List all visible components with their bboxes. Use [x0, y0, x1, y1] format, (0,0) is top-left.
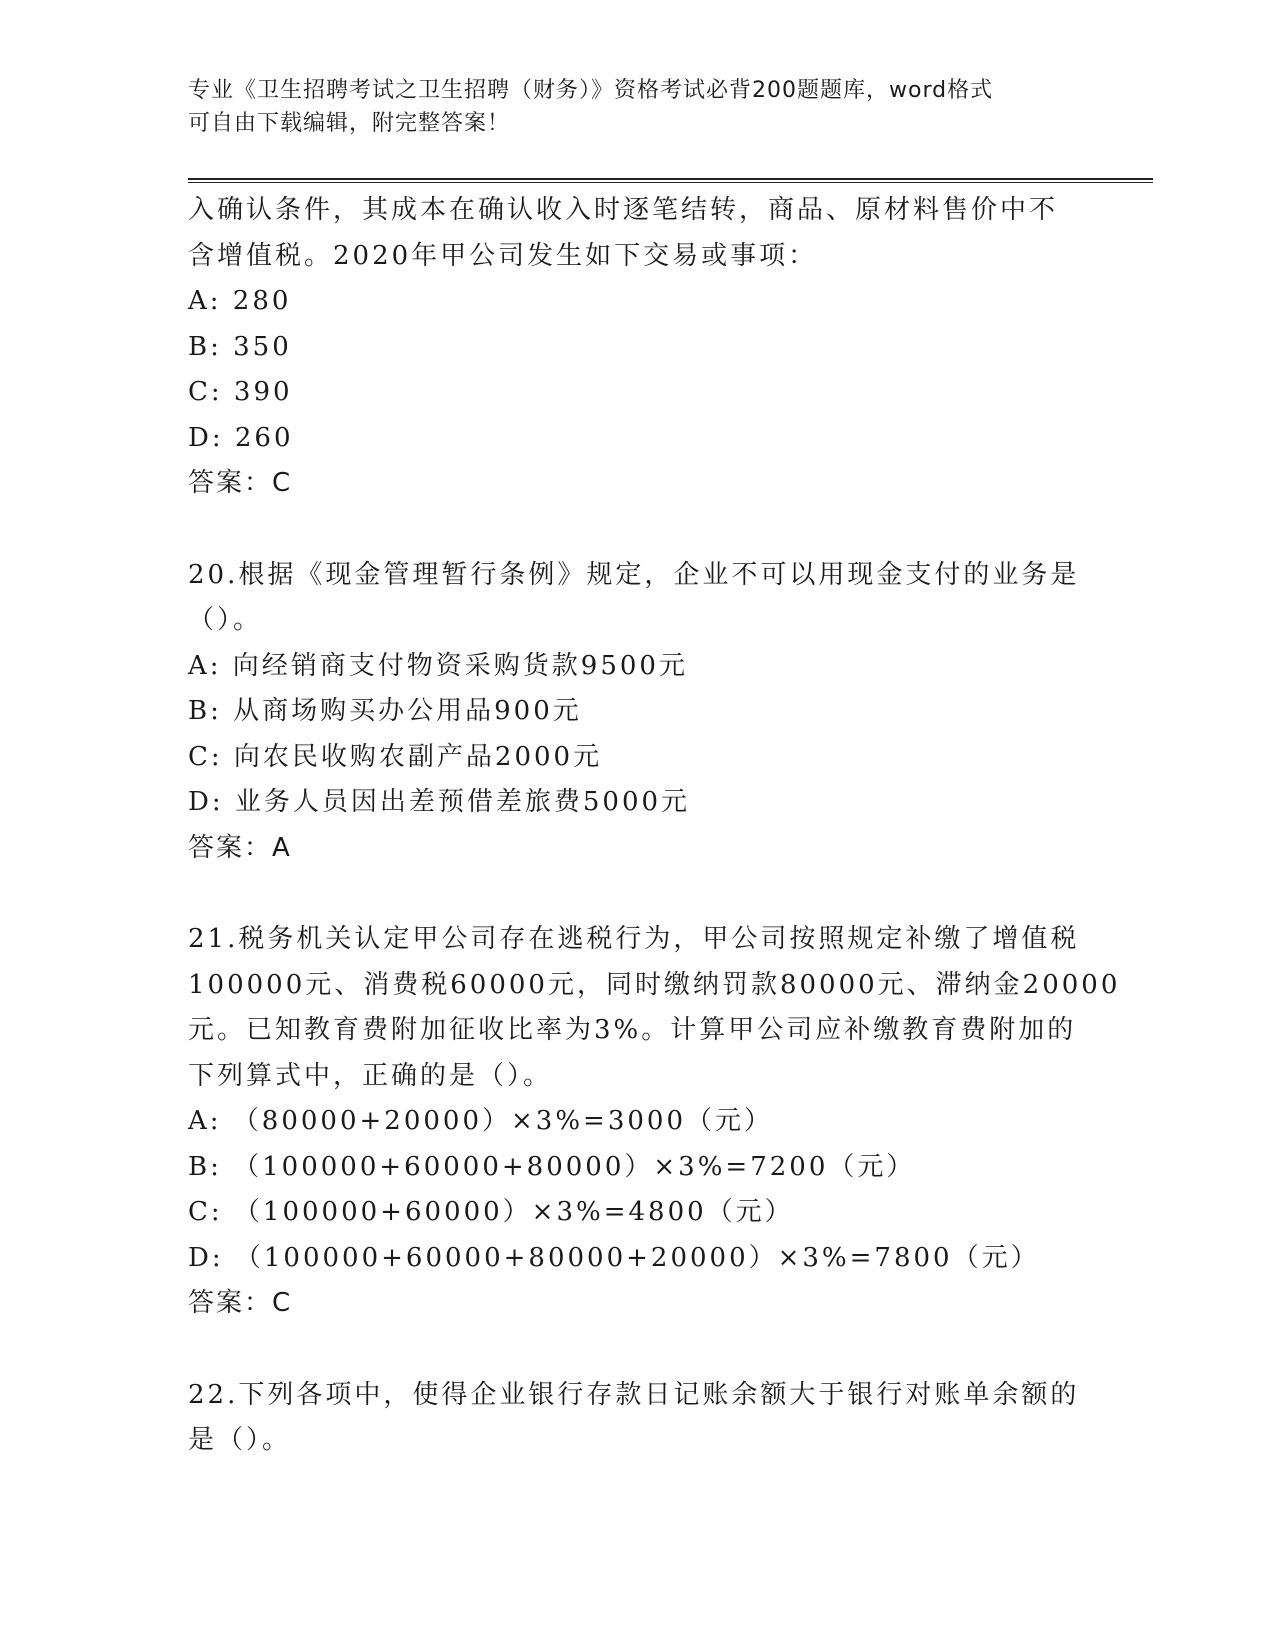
question-text-line: 100000元、消费税60000元，同时缴纳罚款80000元、滞纳金20000 — [188, 969, 1121, 1000]
question-19 — [188, 188, 1088, 507]
option-d: D: （100000+60000+80000+20000）×3%=7800（元） — [188, 1242, 1040, 1273]
question-20 — [188, 553, 1088, 872]
option-d: D: 业务人员因出差预借差旅费5000元 — [188, 787, 691, 817]
option-c: C: 390 — [188, 377, 293, 407]
question-list — [188, 188, 1121, 1464]
question-22 — [188, 1373, 1088, 1464]
header-title-line-1: 专业《卫生招聘考试之卫生招聘（财务）》资格考试必背200题题库，word格式 — [188, 78, 994, 103]
spacer — [188, 1327, 1088, 1373]
answer-line: 答案：C — [188, 1288, 293, 1318]
option-a: A: 280 — [188, 286, 292, 316]
option-b: B: 350 — [188, 331, 292, 362]
question-text-line: 21.税务机关认定甲公司存在逃税行为，甲公司按照规定补缴了增值税 — [188, 924, 1080, 954]
option-d: D: 260 — [188, 422, 294, 453]
answer-line: 答案：A — [188, 832, 292, 863]
question-21 — [188, 917, 1121, 1327]
question-text-line: 20.根据《现金管理暂行条例》规定，企业不可以用现金支付的业务是 — [188, 559, 1080, 590]
question-text-line: 下列算式中，正确的是（）。 — [188, 1060, 553, 1091]
question-text-line: 含增值税。2020年甲公司发生如下交易或事项： — [188, 240, 818, 271]
header-title-line-2: 可自由下载编辑，附完整答案！ — [188, 111, 511, 136]
spacer — [188, 507, 1088, 553]
option-b: B: （100000+60000+80000）×3%=7200（元） — [188, 1151, 916, 1182]
option-c: C: 向农民收购农副产品2000元 — [188, 741, 603, 772]
question-text-line: 是（）。 — [188, 1425, 292, 1455]
question-text-line: 22.下列各项中，使得企业银行存款日记账余额大于银行对账单余额的 — [188, 1379, 1080, 1410]
answer-line: 答案：C — [188, 468, 293, 498]
option-a: A: 向经销商支付物资采购货款9500元 — [188, 650, 688, 681]
option-a: A: （80000+20000）×3%=3000（元） — [188, 1106, 773, 1136]
question-text-line: （）。 — [188, 605, 263, 635]
document-header — [188, 74, 1088, 140]
header-divider — [188, 178, 1153, 183]
option-c: C: （100000+60000）×3%=4800（元） — [188, 1197, 794, 1227]
spacer — [188, 871, 1088, 917]
question-text-line: 入确认条件，其成本在确认收入时逐笔结转，商品、原材料售价中不 — [188, 195, 1059, 225]
question-text-line: 元。已知教育费附加征收比率为3%。计算甲公司应补缴教育费附加的 — [188, 1015, 1077, 1045]
option-b: B: 从商场购买办公用品900元 — [188, 696, 582, 726]
